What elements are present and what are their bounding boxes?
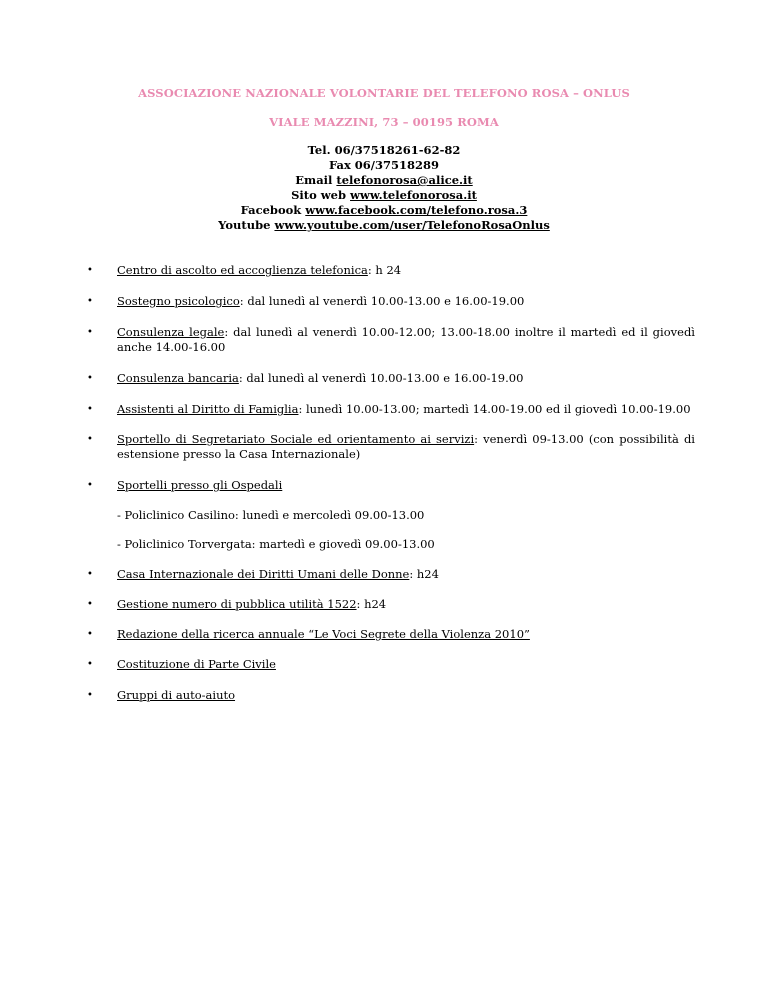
bullet-icon: • xyxy=(87,599,93,610)
service-detail: : h24 xyxy=(356,597,387,611)
service-title: Redazione della ricerca annuale “Le Voci Segrete della Violenza 2010” xyxy=(117,627,530,641)
service-title: Consulenza bancaria xyxy=(117,371,239,385)
facebook-line xyxy=(0,203,768,218)
youtube-label: Youtube xyxy=(218,218,271,232)
service-detail: : dal lunedì al venerdì 10.00-12.00; 13.00-18.00 inoltre il martedì ed il giovedì anche 14.00-16.00 xyxy=(117,325,695,354)
bullet-icon: • xyxy=(87,629,93,640)
facebook-link[interactable]: www.facebook.com/telefono.rosa.3 xyxy=(305,203,528,217)
service-detail: : dal lunedì al venerdì 10.00-13.00 e 16.00-19.00 xyxy=(238,371,524,385)
website-line xyxy=(0,188,768,203)
service-title: Sostegno psicologico xyxy=(117,294,240,308)
service-title: Centro di ascolto ed accoglienza telefonica xyxy=(117,263,368,277)
bullet-icon: • xyxy=(87,265,93,276)
phone-line: Tel. 06/37518261-62-82 xyxy=(307,143,461,157)
service-title: Consulenza legale xyxy=(117,325,225,339)
hospital-entry: - Policlinico Torvergata: martedì e giovedì 09.00-13.00 xyxy=(117,537,435,551)
fax-line: Fax 06/37518289 xyxy=(328,158,440,172)
bullet-icon: • xyxy=(87,373,93,384)
email-line xyxy=(0,173,768,188)
organization-address: VIALE MAZZINI, 73 – 00195 ROMA xyxy=(269,115,499,129)
service-detail: : h24 xyxy=(409,567,439,581)
bullet-icon: • xyxy=(87,690,93,701)
service-detail: : dal lunedì al venerdì 10.00-13.00 e 16.00-19.00 xyxy=(239,294,525,308)
website-label: Sito web xyxy=(291,188,347,202)
bullet-icon: • xyxy=(87,434,93,445)
service-title: Sportelli presso gli Ospedali xyxy=(117,478,283,492)
service-title: Costituzione di Parte Civile xyxy=(117,657,276,671)
service-detail: : venerdì 09-13.00 (con possibilità di estensione presso la Casa Internazionale) xyxy=(117,432,695,461)
bullet-icon: • xyxy=(87,569,93,580)
website-link[interactable]: www.telefonorosa.it xyxy=(350,188,477,202)
service-title: Casa Internazionale dei Diritti Umani delle Donne xyxy=(117,567,410,581)
service-title: Assistenti al Diritto di Famiglia xyxy=(117,402,299,416)
hospital-entry: - Policlinico Casilino: lunedì e mercoledì 09.00-13.00 xyxy=(117,508,425,522)
service-title: Sportello di Segretariato Sociale ed orientamento ai servizi xyxy=(117,432,475,446)
bullet-icon: • xyxy=(87,659,93,670)
service-title: Gestione numero di pubblica utilità 1522 xyxy=(117,597,357,611)
facebook-label: Facebook xyxy=(240,203,302,217)
bullet-icon: • xyxy=(87,327,93,338)
service-title: Gruppi di auto-aiuto xyxy=(117,688,236,702)
bullet-icon: • xyxy=(87,296,93,307)
email-link[interactable]: telefonorosa@alice.it xyxy=(336,173,473,187)
bullet-icon: • xyxy=(87,404,93,415)
bullet-icon: • xyxy=(87,480,93,491)
email-label: Email xyxy=(295,173,333,187)
service-detail: : h 24 xyxy=(367,263,402,277)
youtube-line xyxy=(0,218,768,233)
contact-block xyxy=(0,143,768,233)
youtube-link[interactable]: www.youtube.com/user/TelefonoRosaOnlus xyxy=(274,218,550,232)
service-detail: : lunedì 10.00-13.00; martedì 14.00-19.00 ed il giovedì 10.00-19.00 xyxy=(298,402,691,416)
organization-name: ASSOCIAZIONE NAZIONALE VOLONTARIE DEL TELEFONO ROSA – ONLUS xyxy=(138,86,630,100)
